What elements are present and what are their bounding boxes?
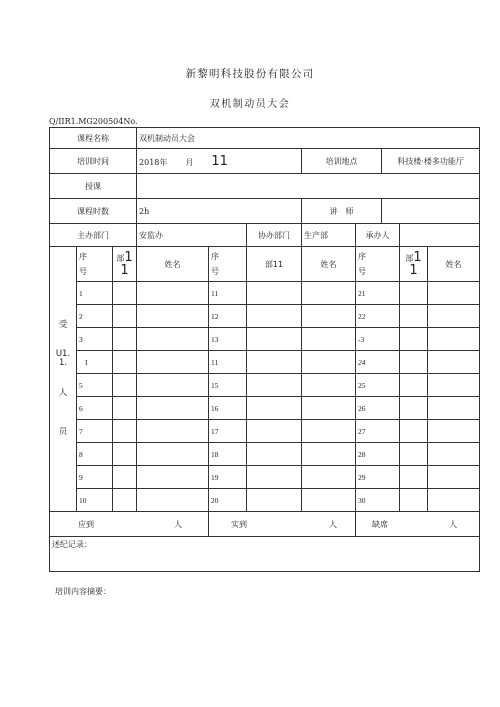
dept-cell[interactable]: [400, 466, 428, 489]
dept-cell[interactable]: [400, 420, 428, 443]
row-no-2: 19: [209, 466, 247, 489]
name-cell[interactable]: [428, 489, 480, 512]
host-label: 主办部门: [50, 224, 137, 247]
place-label: 培训地点: [302, 149, 382, 174]
absent-cell[interactable]: [356, 512, 480, 537]
hours-value[interactable]: 2h: [137, 199, 302, 224]
host-value[interactable]: 安监办: [137, 224, 247, 247]
teacher-label: 授课: [50, 174, 137, 199]
absent-label: 缺席: [372, 519, 389, 529]
dept-cell[interactable]: [247, 282, 302, 305]
dept-cell[interactable]: [247, 466, 302, 489]
due-cell[interactable]: [50, 512, 209, 537]
name-cell[interactable]: [428, 282, 480, 305]
name-cell[interactable]: [302, 328, 356, 351]
trainee-side-label: [50, 247, 77, 512]
name-cell[interactable]: [428, 374, 480, 397]
table-row: [50, 443, 480, 466]
row-no-2: 18: [209, 443, 247, 466]
table-row: [50, 420, 480, 443]
table-row: [50, 305, 480, 328]
table-row: [50, 328, 480, 351]
name-cell[interactable]: [302, 420, 356, 443]
dept-cell[interactable]: [113, 420, 137, 443]
name-cell[interactable]: [302, 443, 356, 466]
name-cell[interactable]: [302, 282, 356, 305]
name-cell[interactable]: [137, 351, 209, 374]
co-value[interactable]: 生产部: [302, 224, 356, 247]
course-row: [50, 128, 480, 149]
dept-cell[interactable]: [400, 374, 428, 397]
side-label-mid1: U1.: [55, 348, 71, 359]
dept-cell[interactable]: [400, 397, 428, 420]
dept-cell[interactable]: [113, 282, 137, 305]
training-form-table: [49, 127, 480, 572]
name-cell[interactable]: [137, 466, 209, 489]
side-label-yuan: 员: [58, 427, 68, 438]
dept-cell[interactable]: [400, 443, 428, 466]
name-cell[interactable]: [137, 420, 209, 443]
summary-label: 培训内容摘要：: [55, 587, 111, 596]
company-name: 新黎明科技股份有限公司: [185, 68, 315, 80]
row-no-2: 20: [209, 489, 247, 512]
side-label-ren: 人: [58, 387, 68, 398]
dept-cell[interactable]: [113, 397, 137, 420]
table-row: [50, 374, 480, 397]
course-label: 课程名称: [50, 128, 137, 149]
dept-cell[interactable]: [113, 443, 137, 466]
col1-dept-header: 部1 1: [113, 247, 137, 282]
row-no-1: 6: [77, 397, 113, 420]
course-value[interactable]: 双机制动员大会: [137, 128, 480, 149]
row-no-1: 10: [77, 489, 113, 512]
row-no-1: 7: [77, 420, 113, 443]
teacher-row: [50, 174, 480, 199]
co-label: 协办部门: [247, 224, 302, 247]
dept-cell[interactable]: [247, 351, 302, 374]
name-cell[interactable]: [137, 305, 209, 328]
table-row: [50, 351, 480, 374]
name-cell[interactable]: [428, 466, 480, 489]
place-value[interactable]: 科技楼·楼多功能厅: [382, 149, 480, 174]
row-no-1: I: [77, 351, 113, 374]
col3-name-header: 姓名: [428, 247, 480, 282]
side-label-mid2: 1.: [58, 358, 68, 369]
row-no-2: 13: [209, 328, 247, 351]
dept-cell[interactable]: [247, 397, 302, 420]
handler-label: 承办人: [356, 224, 400, 247]
row-no-2: 16: [209, 397, 247, 420]
name-cell[interactable]: [302, 351, 356, 374]
due-label: 应到: [78, 519, 94, 529]
col3-no-header: 序 号: [356, 247, 400, 282]
lecturer-value[interactable]: [382, 199, 480, 224]
col1-name-header: 姓名: [137, 247, 209, 282]
record-row: [50, 537, 480, 572]
time-label: 培训时间: [50, 149, 137, 174]
dept-cell[interactable]: [247, 420, 302, 443]
row-no-2: 11: [209, 351, 247, 374]
row-no-2: 15: [209, 374, 247, 397]
row-no-3: 25: [356, 374, 400, 397]
time-month: 月: [185, 157, 194, 167]
name-cell[interactable]: [302, 397, 356, 420]
name-cell[interactable]: [137, 374, 209, 397]
table-row: [50, 489, 480, 512]
row-no-3: -3: [356, 328, 400, 351]
col1-no-header: 序 号: [77, 247, 113, 282]
dept-cell[interactable]: [113, 328, 137, 351]
dept-cell[interactable]: [113, 351, 137, 374]
dept-cell[interactable]: [113, 305, 137, 328]
hours-label: 课程时数: [50, 199, 137, 224]
row-no-3: 29: [356, 466, 400, 489]
roster-header-row: [50, 247, 480, 282]
due-unit: 人: [174, 520, 183, 529]
attendance-row: [50, 512, 480, 537]
row-no-1: 5: [77, 374, 113, 397]
dept-cell[interactable]: [247, 489, 302, 512]
table-row: [50, 397, 480, 420]
row-no-3: 24: [356, 351, 400, 374]
row-no-1: 3: [77, 328, 113, 351]
teacher-value[interactable]: [137, 174, 480, 199]
absent-unit: 人: [449, 520, 458, 529]
name-cell[interactable]: [302, 374, 356, 397]
name-cell[interactable]: [302, 305, 356, 328]
handler-value[interactable]: [400, 224, 480, 247]
document-number: Q/IIR1.MG200504No.: [49, 117, 138, 126]
row-no-3: 27: [356, 420, 400, 443]
dept-cell[interactable]: [400, 351, 428, 374]
name-cell[interactable]: [428, 328, 480, 351]
row-no-1: 9: [77, 466, 113, 489]
dept-cell[interactable]: [113, 466, 137, 489]
time-year: 2018年: [139, 157, 168, 167]
row-no-3: 26: [356, 397, 400, 420]
dept-cell[interactable]: [113, 374, 137, 397]
dept-cell[interactable]: [400, 328, 428, 351]
name-cell[interactable]: [137, 489, 209, 512]
record-label: 述纪记录：: [52, 540, 92, 549]
dept-cell[interactable]: [400, 489, 428, 512]
lecturer-label: 讲 师: [302, 199, 382, 224]
name-cell[interactable]: [302, 466, 356, 489]
name-cell[interactable]: [428, 305, 480, 328]
time-row: [50, 149, 480, 174]
record-cell[interactable]: [50, 537, 480, 572]
dept-cell[interactable]: [247, 328, 302, 351]
dept-cell[interactable]: [247, 374, 302, 397]
time-day: 11: [211, 153, 228, 169]
row-no-2: 11: [209, 282, 247, 305]
dept-cell[interactable]: [247, 305, 302, 328]
name-cell[interactable]: [302, 489, 356, 512]
row-no-1: 1: [77, 282, 113, 305]
row-no-3: 22: [356, 305, 400, 328]
name-cell[interactable]: [428, 351, 480, 374]
row-no-3: 30: [356, 489, 400, 512]
document-title: 双机制动员大会: [209, 99, 291, 110]
col2-name-header: 姓名: [302, 247, 356, 282]
name-cell[interactable]: [428, 443, 480, 466]
row-no-3: 28: [356, 443, 400, 466]
table-row: [50, 466, 480, 489]
actual-label: 实到: [231, 519, 248, 529]
actual-cell[interactable]: [209, 512, 356, 537]
col3-dept-header: 部1 1: [400, 247, 428, 282]
name-cell[interactable]: [428, 397, 480, 420]
col2-dept-header: 部11: [247, 247, 302, 282]
row-no-3: 21: [356, 282, 400, 305]
row-no-2: 17: [209, 420, 247, 443]
dept-cell[interactable]: [400, 282, 428, 305]
side-label-top: 受: [58, 319, 68, 330]
row-no-1: 2: [77, 305, 113, 328]
name-cell[interactable]: [428, 420, 480, 443]
department-row: [50, 224, 480, 247]
name-cell[interactable]: [137, 443, 209, 466]
actual-unit: 人: [329, 520, 338, 529]
name-cell[interactable]: [137, 282, 209, 305]
row-no-2: 12: [209, 305, 247, 328]
col2-no-header: 序 号: [209, 247, 247, 282]
name-cell[interactable]: [137, 328, 209, 351]
time-value[interactable]: [137, 149, 302, 174]
dept-cell[interactable]: [400, 305, 428, 328]
name-cell[interactable]: [137, 397, 209, 420]
dept-cell[interactable]: [247, 443, 302, 466]
dept-cell[interactable]: [113, 489, 137, 512]
hours-row: [50, 199, 480, 224]
table-row: [50, 282, 480, 305]
row-no-1: 8: [77, 443, 113, 466]
